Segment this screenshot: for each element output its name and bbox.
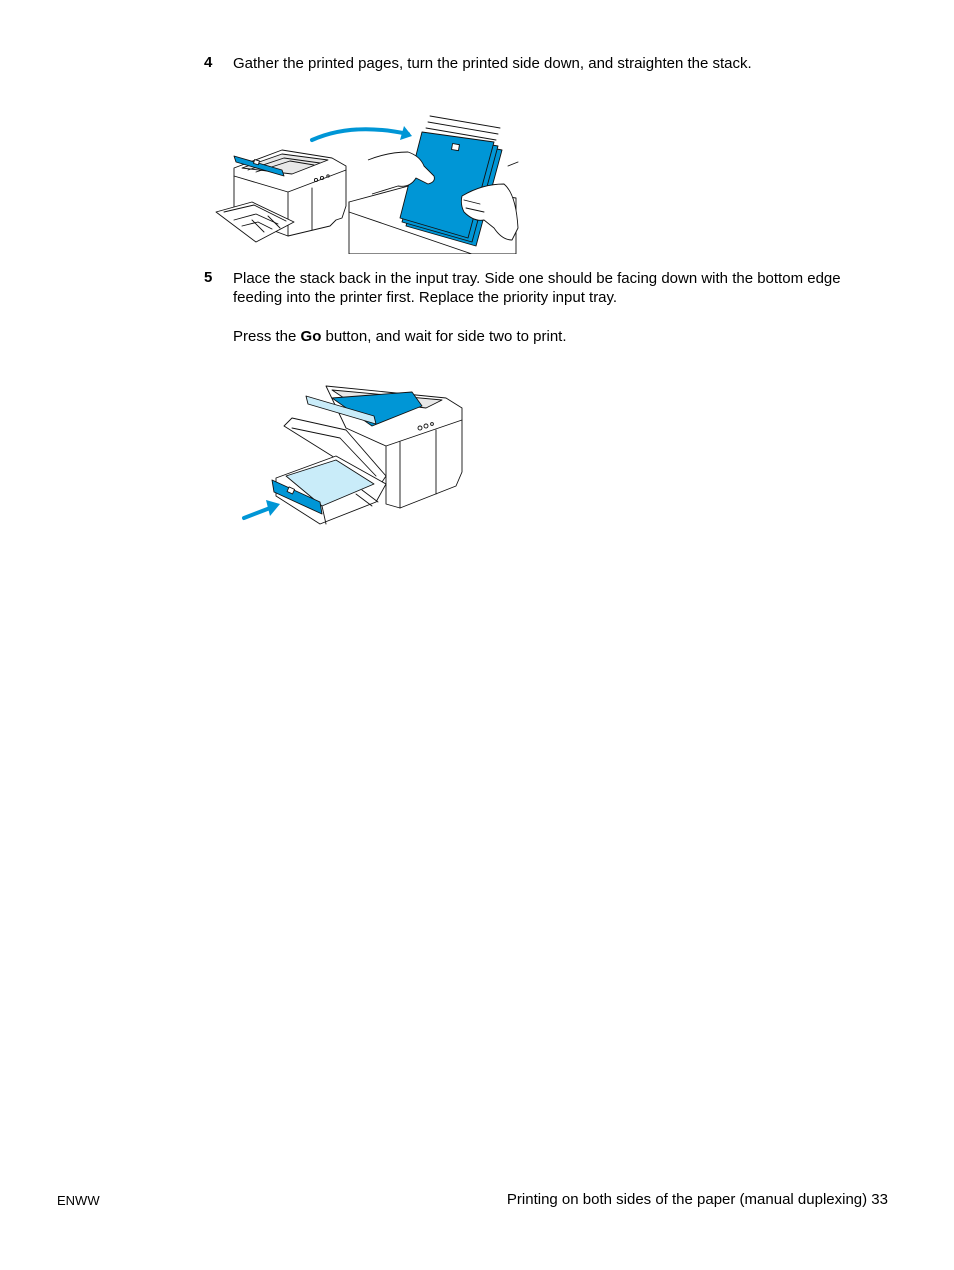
step-4-text: Gather the printed pages, turn the printed side down, and straighten the stack. bbox=[233, 55, 752, 72]
arrow-icon bbox=[312, 129, 408, 140]
footer-left: ENWW bbox=[57, 1193, 100, 1208]
printer-icon bbox=[216, 150, 346, 242]
go-button-label: Go bbox=[300, 328, 322, 345]
step-5-line-2: feeding into the printer first. Replace the priority input tray. bbox=[233, 289, 618, 306]
arrow-icon bbox=[244, 508, 270, 518]
reload-tray-illustration bbox=[236, 376, 468, 528]
gather-pages-illustration bbox=[212, 108, 522, 254]
footer-page-title: Printing on both sides of the paper (manual duplexing) 33 bbox=[506, 1191, 888, 1208]
step-5-number: 5 bbox=[204, 269, 213, 286]
step-5-line-1: Place the stack back in the input tray. Side one should be facing down with the bottom edge bbox=[233, 270, 841, 287]
go-instruction-prefix: Press the bbox=[233, 328, 301, 345]
step-5-go-instruction bbox=[233, 327, 913, 346]
step-4-number: 4 bbox=[204, 54, 213, 71]
printer-icon bbox=[272, 386, 462, 524]
go-instruction-suffix: button, and wait for side two to print. bbox=[321, 328, 567, 345]
